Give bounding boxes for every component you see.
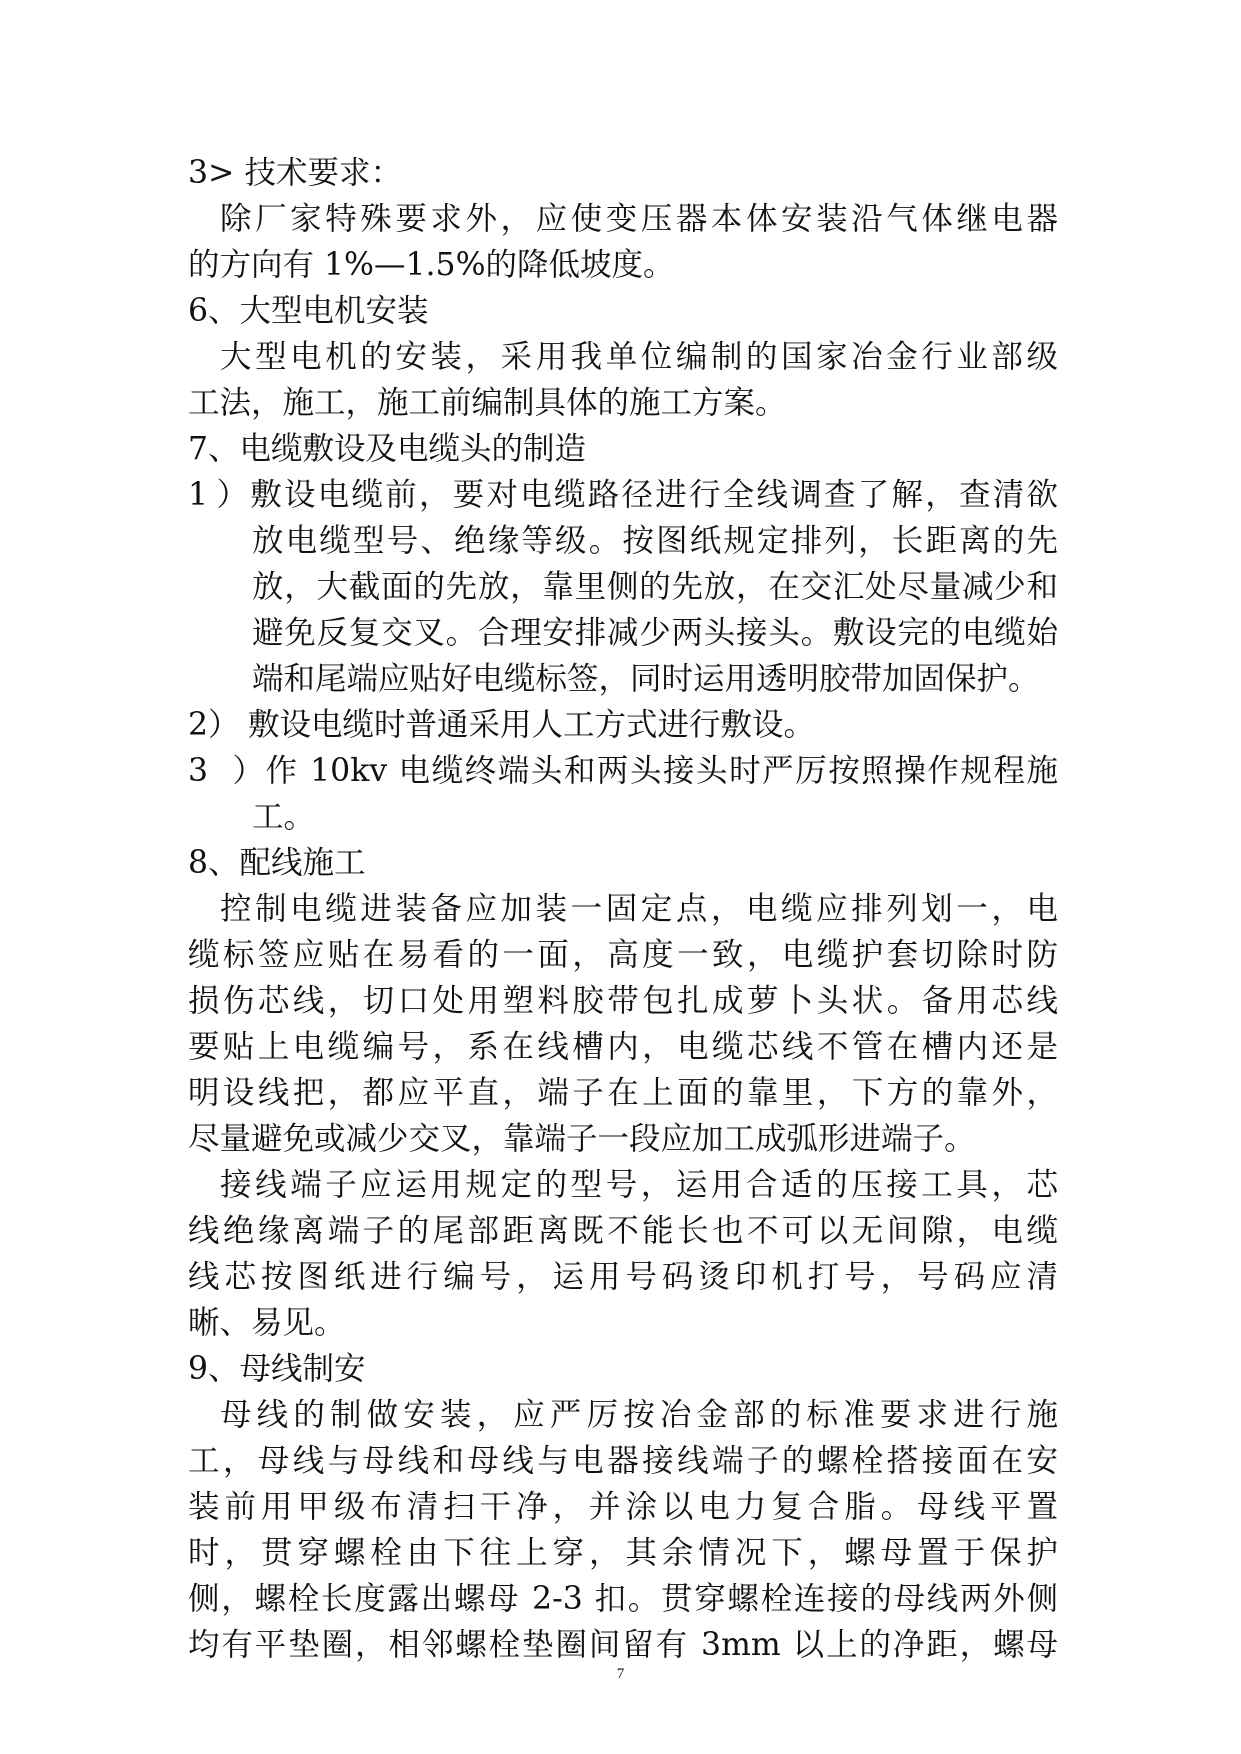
list-item-line: 端和尾端应贴好电缆标签，同时运用透明胶带加固保护。	[252, 661, 1040, 697]
paragraph-line: 工，母线与母线和母线与电器接线端子的螺栓搭接面在安	[188, 1443, 1058, 1479]
list-item-text: 作 10kv 电缆终端头和两头接头时严厉按照操作规程施	[264, 753, 1058, 789]
paragraph-line: 控制电缆进装备应加装一固定点，电缆应排列划一，电	[220, 891, 1058, 927]
list-item-number: 3）	[188, 753, 264, 789]
section-heading: 8、配线施工	[188, 845, 366, 881]
list-item-line: 放电缆型号、绝缘等级。按图纸规定排列，长距离的先	[252, 523, 1058, 559]
paragraph-line: 工法，施工，施工前编制具体的施工方案。	[188, 385, 787, 421]
list-item-line: 避免反复交叉。合理安排减少两头接头。敷设完的电缆始	[252, 615, 1058, 651]
paragraph-line: 要贴上电缆编号，系在线槽内，电缆芯线不管在槽内还是	[188, 1029, 1058, 1065]
paragraph-line: 母线的制做安装，应严厉按冶金部的标准要求进行施	[220, 1397, 1058, 1433]
section-heading: 3> 技术要求：	[188, 155, 402, 191]
paragraph-line: 侧，螺栓长度露出螺母 2-3 扣。贯穿螺栓连接的母线两外侧	[188, 1581, 1058, 1617]
list-item-line	[188, 702, 1058, 748]
list-item-line	[188, 472, 1058, 518]
paragraph-line: 损伤芯线，切口处用塑料胶带包扎成萝卜头状。备用芯线	[188, 983, 1058, 1019]
list-item-line	[188, 748, 1058, 794]
paragraph-line: 时，贯穿螺栓由下往上穿，其余情况下，螺母置于保护	[188, 1535, 1058, 1571]
paragraph-line: 均有平垫圈，相邻螺栓垫圈间留有 3mm 以上的净距，螺母	[188, 1627, 1058, 1663]
list-item-text: 敷设电缆时普通采用人工方式进行敷设。	[248, 707, 816, 743]
list-item-text: 敷设电缆前，要对电缆路径进行全线调查了解，查清欲	[248, 477, 1058, 513]
list-item-line: 工。	[252, 799, 316, 835]
section-heading: 9、母线制安	[188, 1351, 366, 1387]
paragraph-line: 大型电机的安装，采用我单位编制的国家冶金行业部级	[220, 339, 1058, 375]
document-body	[188, 150, 1058, 1668]
paragraph-line: 明设线把，都应平直，端子在上面的靠里，下方的靠外，	[188, 1075, 1058, 1111]
list-item-number: 2）	[188, 707, 240, 743]
section-heading: 7、电缆敷设及电缆头的制造	[188, 431, 587, 467]
list-item-line: 放，大截面的先放，靠里侧的先放，在交汇处尽量减少和	[252, 569, 1058, 605]
list-item-number: 1）	[188, 477, 248, 513]
paragraph-line: 缆标签应贴在易看的一面，高度一致，电缆护套切除时防	[188, 937, 1058, 973]
paragraph-line: 的方向有 1%—1.5%的降低坡度。	[188, 247, 675, 283]
paragraph-line: 除厂家特殊要求外，应使变压器本体安装沿气体继电器	[220, 201, 1058, 237]
section-heading: 6、大型电机安装	[188, 293, 429, 329]
paragraph-line: 装前用甲级布清扫干净，并涂以电力复合脂。母线平置	[188, 1489, 1058, 1525]
page-number: 7	[616, 1666, 625, 1682]
paragraph-line: 尽量避免或减少交叉，靠端子一段应加工成弧形进端子。	[188, 1121, 976, 1157]
paragraph-line: 线绝缘离端子的尾部距离既不能长也不可以无间隙，电缆	[188, 1213, 1058, 1249]
paragraph-line: 线芯按图纸进行编号，运用号码烫印机打号，号码应清	[188, 1259, 1058, 1295]
paragraph-line: 晰、易见。	[188, 1305, 346, 1341]
paragraph-line: 接线端子应运用规定的型号，运用合适的压接工具，芯	[220, 1167, 1058, 1203]
